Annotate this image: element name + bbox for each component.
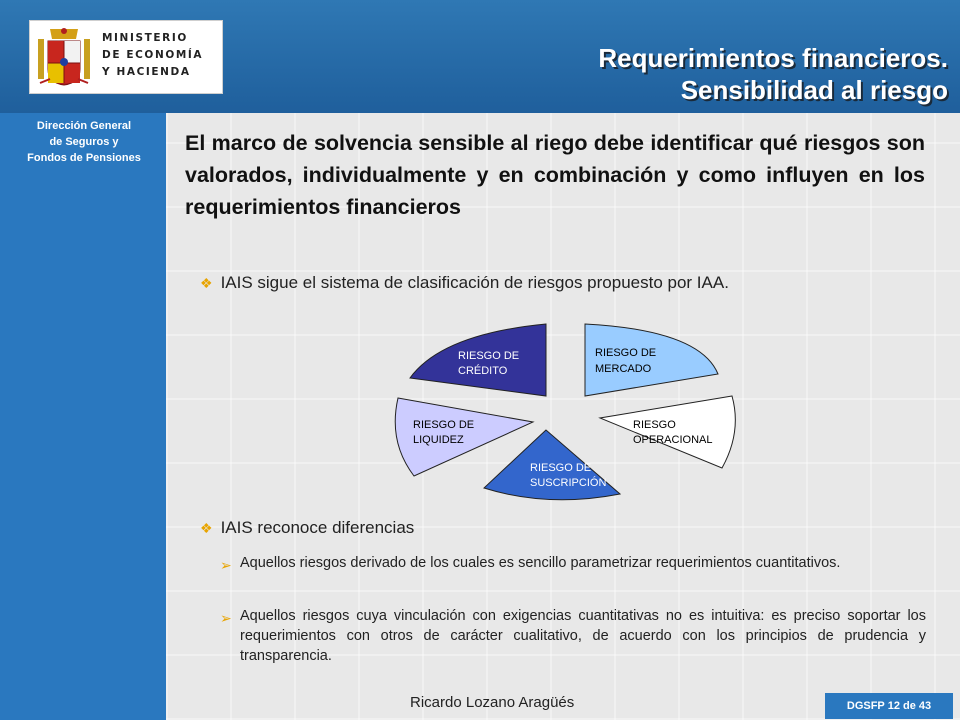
coat-of-arms-icon (36, 25, 92, 89)
label-operacional-1: RIESGO (633, 419, 676, 431)
page-number-badge (825, 693, 953, 719)
label-liquidez-2: LIQUIDEZ (413, 434, 464, 446)
footer-org: DGSFP (846, 700, 885, 712)
label-mercado-2: MERCADO (595, 363, 652, 375)
segment-operacional (600, 396, 735, 468)
label-suscripcion-1: RIESGO DE (530, 462, 592, 474)
ministry-line-3: Y HACIENDA (102, 66, 191, 78)
page-current: 12 (887, 700, 901, 712)
ministry-logo (29, 20, 223, 94)
lead-paragraph: El marco de solvencia sensible al riego debe identificar qué riesgos son valorados, individualmente y en combinación y como influyen en los requerimientos financieros (185, 131, 925, 219)
sidebar (0, 113, 166, 720)
diamond-bullet-icon: ❖ (200, 520, 213, 536)
label-liquidez-1: RIESGO DE (413, 419, 475, 431)
arrow-bullet-icon: ➢ (220, 610, 232, 626)
label-suscripcion-2: SUSCRIPCIÓN (530, 477, 607, 489)
label-mercado-1: RIESGO DE (595, 347, 657, 359)
label-credito-1: RIESGO DE (458, 350, 520, 362)
footer-author: Ricardo Lozano Aragüés (410, 694, 575, 711)
bullet-text: IAIS sigue el sistema de clasificación de riesgos propuesto por IAA. (220, 273, 729, 292)
diamond-bullet-icon: ❖ (200, 275, 213, 291)
ministry-line-1: MINISTERIO (102, 32, 188, 44)
label-credito-2: CRÉDITO (458, 365, 508, 377)
segment-mercado (585, 324, 718, 396)
slide-title (598, 42, 948, 106)
sub-bullet-text: Aquellos riesgos cuya vinculación con exigencias cuantitativas no es intuitiva: es preciso soportar los requerimientos con otros de carácter cualitativo, de acuerdo con los principios de prudencia y transparencia. (240, 608, 926, 664)
arrow-bullet-icon: ➢ (220, 557, 232, 573)
department-name (6, 118, 162, 166)
bullet-text: IAIS reconoce diferencias (220, 518, 415, 537)
department-line-2: de Seguros y (49, 136, 119, 148)
sub-bullet-qualitative (220, 606, 926, 666)
slide-title-line-1: Requerimientos financieros. (598, 43, 948, 73)
ministry-name (102, 30, 222, 81)
bullet-iais-differences (200, 517, 414, 539)
label-operacional-2: OPERACIONAL (633, 434, 713, 446)
slide-title-line-2: Sensibilidad al riesgo (680, 75, 948, 105)
page-total: 43 (918, 700, 932, 712)
ministry-line-2: DE ECONOMÍA (102, 49, 204, 61)
sub-bullet-text: Aquellos riesgos derivado de los cuales es sencillo parametrizar requerimientos cuantitativos. (240, 555, 841, 571)
page-of-label: de (903, 700, 916, 712)
bullet-iaa-classification (200, 272, 729, 294)
risk-classification-diagram (380, 318, 760, 510)
department-line-3: Fondos de Pensiones (27, 152, 141, 164)
sub-bullet-quantitative (220, 553, 926, 573)
department-line-1: Dirección General (36, 120, 132, 132)
